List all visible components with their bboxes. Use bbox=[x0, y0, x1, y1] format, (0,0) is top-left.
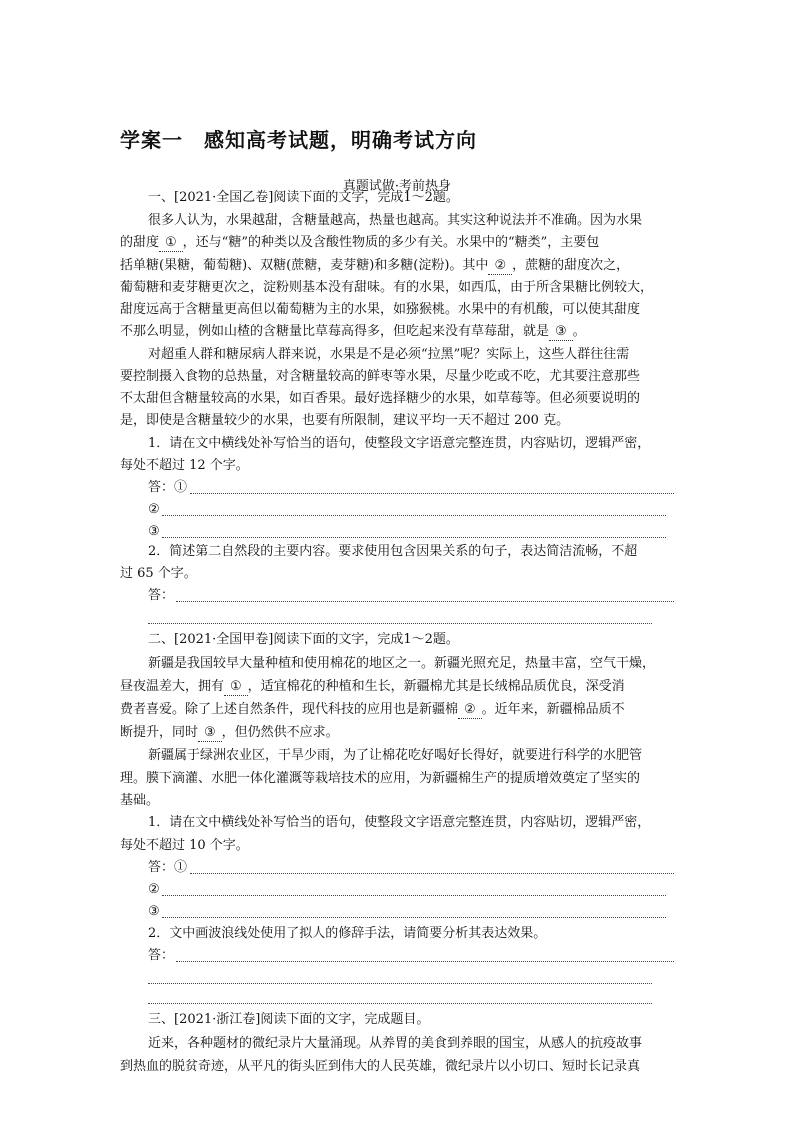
paragraph-line: 近来，各种题材的微纪录片大量涌现。从养胃的美食到养眼的国宝，从感人的抗疫故事 bbox=[148, 1036, 643, 1051]
question-1-cont: 每处不超过 12 个字。 bbox=[120, 458, 249, 473]
answer-line[interactable] bbox=[148, 983, 652, 984]
answer-line[interactable] bbox=[162, 537, 666, 538]
answer-label-3: ③ bbox=[148, 904, 160, 919]
section2-header: 二、[2021·全国甲卷]阅读下面的文字，完成1～2题。 bbox=[148, 632, 459, 647]
paragraph-line: 理。膜下滴灌、水肥一体化灌溉等栽培技术的应用，为新疆棉生产的提质增效奠定了坚实的 bbox=[120, 771, 641, 786]
answer-line[interactable] bbox=[148, 1003, 652, 1004]
answer-line[interactable] bbox=[148, 623, 652, 624]
question-2: 2．简述第二自然段的主要内容。要求使用包含因果关系的句子，表达简洁流畅，不超 bbox=[148, 544, 638, 559]
paragraph-line: 葡萄糖和麦芽糖更次之，淀粉则基本没有甜味。有的水果，如西瓜，由于所含果糖比例较大， bbox=[120, 280, 654, 295]
fill-blank: ① bbox=[159, 235, 183, 252]
section3-header: 三、[2021·浙江卷]阅读下面的文字，完成题目。 bbox=[148, 1012, 430, 1027]
answer-label: 答： bbox=[148, 588, 175, 603]
paragraph-line: 对超重人群和糖尿病人群来说，水果是不是必须“拉黑”呢？实际上，这些人群往往需 bbox=[148, 347, 630, 362]
answer-label-2: ② bbox=[148, 882, 160, 897]
question-1: 1．请在文中横线处补写恰当的语句，使整段文字语意完整连贯，内容贴切，逻辑严密， bbox=[148, 436, 651, 451]
answer-line[interactable] bbox=[190, 493, 674, 494]
answer-line[interactable] bbox=[162, 895, 666, 896]
answer-label-2: ② bbox=[148, 502, 160, 517]
paragraph-line: 费者喜爱。除了上述自然条件，现代科技的应用也是新疆棉 ② 。近年来，新疆棉品质不 bbox=[120, 702, 625, 717]
question-2: 2．文中画波浪线处使用了拟人的修辞手法，请简要分析其表达效果。 bbox=[148, 926, 547, 941]
paragraph-line: 到热血的脱贫奇迹，从平凡的街头匠到伟大的人民英雄，微纪录片以小切口、短时长记录真 bbox=[120, 1059, 641, 1074]
answer-line[interactable] bbox=[162, 917, 666, 918]
fill-blank: ③ bbox=[198, 725, 222, 742]
paragraph-line: 是，即使是含糖量较少的水果，也要有所限制，建议平均一天不超过 200 克。 bbox=[120, 413, 570, 428]
paragraph-line: 的甜度 ① ，还与“糖”的种类以及含酸性物质的多少有关。水果中的“糖类”，主要包 bbox=[120, 235, 600, 250]
answer-line[interactable] bbox=[176, 601, 674, 602]
fill-blank: ② bbox=[488, 258, 512, 275]
section-subtitle: 真题试做·考前热身 bbox=[342, 179, 452, 194]
answer-label: 答： bbox=[148, 948, 175, 963]
fill-blank: ② bbox=[458, 702, 482, 719]
paragraph-line: 要控制摄入食物的总热量，对含糖量较高的鲜枣等水果，尽量少吃或不吃，尤其要注意那些 bbox=[120, 369, 641, 384]
paragraph-line: 断提升，同时 ③ ，但仍然供不应求。 bbox=[120, 725, 339, 740]
paragraph-line: 昼夜温差大，拥有 ① ，适宜棉花的种植和生长，新疆棉尤其是长绒棉品质优良，深受消 bbox=[120, 679, 625, 694]
answer-label-3: ③ bbox=[148, 524, 160, 539]
paragraph-line: 很多人认为，水果越甜，含糖量越高，热量也越高。其实这种说法并不准确。因为水果 bbox=[148, 213, 643, 228]
section1-header: 一、[2021·全国乙卷]阅读下面的文字，完成1～2题。 bbox=[148, 190, 459, 205]
answer-label-1: 答：① bbox=[148, 480, 188, 495]
fill-blank: ③ bbox=[549, 324, 573, 341]
question-2-cont: 过 65 个字。 bbox=[120, 566, 197, 581]
fill-blank: ① bbox=[224, 679, 248, 696]
paragraph-line: 基础。 bbox=[120, 793, 160, 808]
paragraph-line: 不太甜但含糖量较高的水果，如百香果。最好选择糖少的水果，如草莓等。但必须要说明的 bbox=[120, 391, 641, 406]
answer-label-1: 答：① bbox=[148, 860, 188, 875]
paragraph-line: 新疆是我国较早大量种植和使用棉花的地区之一。新疆光照充足，热量丰富，空气干燥， bbox=[148, 656, 656, 671]
paragraph-line: 新疆属于绿洲农业区，干旱少雨，为了让棉花吃好喝好长得好，就要进行科学的水肥管 bbox=[148, 748, 643, 763]
paragraph-line: 甜度远高于含糖量更高但以葡萄糖为主的水果，如猕猴桃。水果中的有机酸，可以使其甜度 bbox=[120, 302, 641, 317]
question-1-cont: 每处不超过 10 个字。 bbox=[120, 838, 249, 853]
question-1: 1．请在文中横线处补写恰当的语句，使整段文字语意完整连贯，内容贴切，逻辑严密， bbox=[148, 815, 651, 830]
paragraph-line: 括单糖(果糖，葡萄糖)、双糖(蔗糖，麦芽糖)和多糖(淀粉)。其中 ② ，蔗糖的甜度次之， bbox=[120, 258, 630, 273]
paragraph-line: 不那么明显，例如山楂的含糖量比草莓高得多，但吃起来没有草莓甜，就是 ③ 。 bbox=[120, 324, 586, 339]
answer-line[interactable] bbox=[162, 515, 666, 516]
answer-line[interactable] bbox=[176, 961, 674, 962]
answer-line[interactable] bbox=[190, 873, 674, 874]
page-title: 学案一 感知高考试题，明确考试方向 bbox=[120, 128, 477, 152]
